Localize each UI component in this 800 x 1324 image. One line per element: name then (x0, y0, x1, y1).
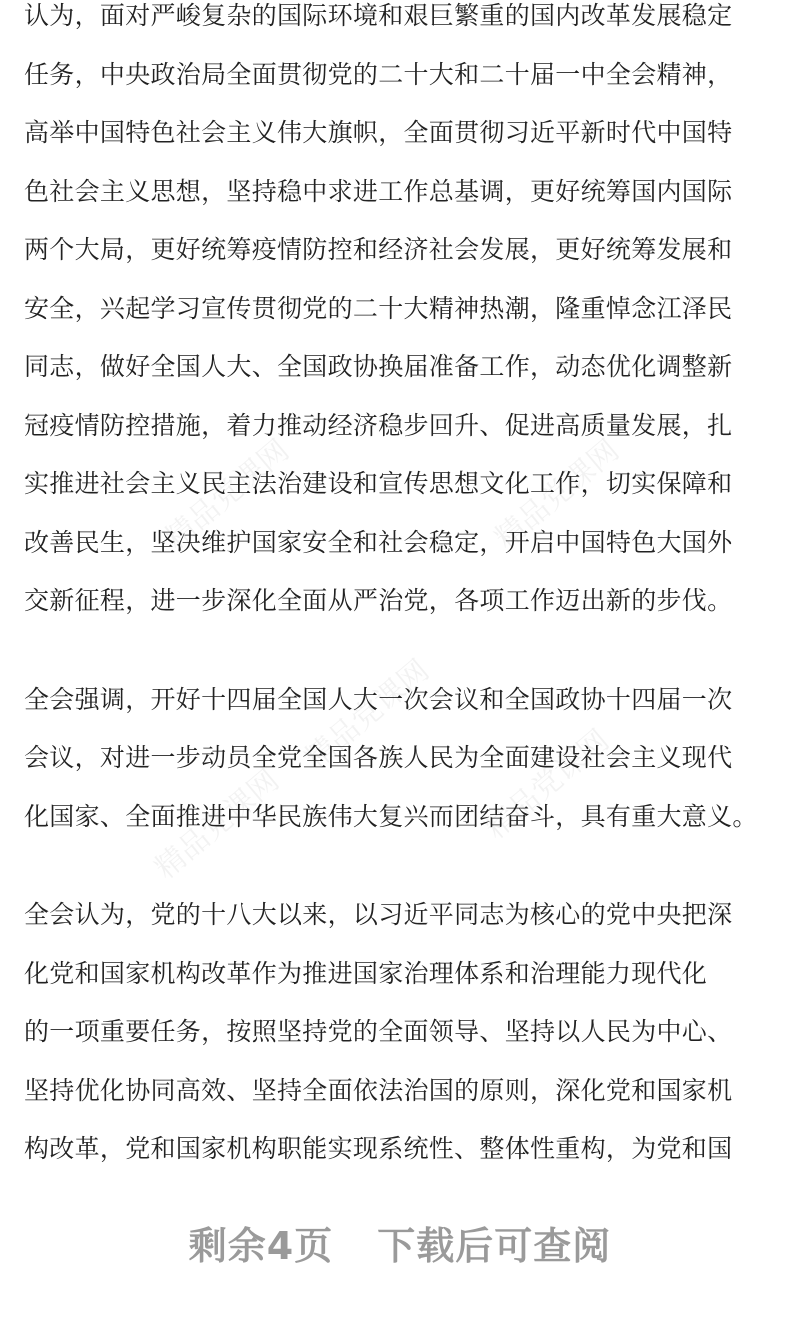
text-line: 全会强调，开好十四届全国人大一次会议和全国政协十四届一次 (24, 684, 733, 714)
download-to-view-label[interactable]: 下载后可查阅 (377, 1224, 612, 1268)
text-line: 高举中国特色社会主义伟大旗帜，全面贯彻习近平新时代中国特 (24, 118, 733, 147)
text-line: 任务，中央政治局全面贯彻党的二十大和二十届一中全会精神， (24, 59, 733, 89)
text-line: 交新征程，进一步深化全面从严治党，各项工作迈出新的步伐。 (24, 586, 733, 615)
text-line: 同志，做好全国人大、全国政协换届准备工作，动态优化调整新 (24, 352, 733, 381)
paragraph (24, 671, 780, 847)
text-line: 改善民生，坚决维护国家安全和社会稳定，开启中国特色大国外 (24, 527, 733, 557)
paragraph (24, 886, 780, 1179)
text-line: 两个大局，更好统筹疫情防控和经济社会发展，更好统筹发展和 (24, 235, 733, 264)
text-line: 安全，兴起学习宣传贯彻党的二十大精神热潮，隆重悼念江泽民 (24, 293, 733, 323)
document-body (24, 0, 780, 1179)
text-line: 的一项重要任务，按照坚持党的全面领导、坚持以人民为中心、 (24, 1017, 733, 1046)
watermark: 精品党课网 (478, 723, 616, 847)
text-line: 实推进社会主义民主法治建设和宣传思想文化工作，切实保障和 (24, 469, 733, 498)
text-line: 化国家、全面推进中华民族伟大复兴而团结奋斗，具有重大意义。 (24, 801, 758, 831)
watermark: 精品党课网 (298, 653, 436, 777)
text-line: 色社会主义思想，坚持稳中求进工作总基调，更好统筹国内国际 (24, 176, 733, 206)
paragraph (24, 0, 780, 631)
paragraph-gap (24, 846, 780, 886)
watermark: 精品党课网 (488, 433, 626, 557)
watermark: 精品党课网 (148, 763, 286, 887)
watermark: 精品党课网 (158, 433, 296, 557)
remaining-pages-banner[interactable] (0, 1215, 800, 1270)
text-line: 构改革，党和国家机构职能实现系统性、整体性重构，为党和国 (24, 1134, 733, 1163)
remaining-pages-label: 剩余4页 (188, 1224, 334, 1268)
text-line: 冠疫情防控措施，着力推动经济稳步回升、促进高质量发展，扎 (24, 410, 733, 440)
text-line: 坚持优化协同高效、坚持全面依法治国的原则，深化党和国家机 (24, 1075, 733, 1105)
text-line: 全会认为，党的十八大以来，以习近平同志为核心的党中央把深 (24, 900, 733, 929)
text-line: 化党和国家机构改革作为推进国家治理体系和治理能力现代化 (24, 958, 708, 988)
text-line: 认为，面对严峻复杂的国际环境和艰巨繁重的国内改革发展稳定 (24, 1, 733, 30)
text-line: 会议，对进一步动员全党全国各族人民为全面建设社会主义现代 (24, 743, 733, 772)
paragraph-gap (24, 631, 780, 671)
